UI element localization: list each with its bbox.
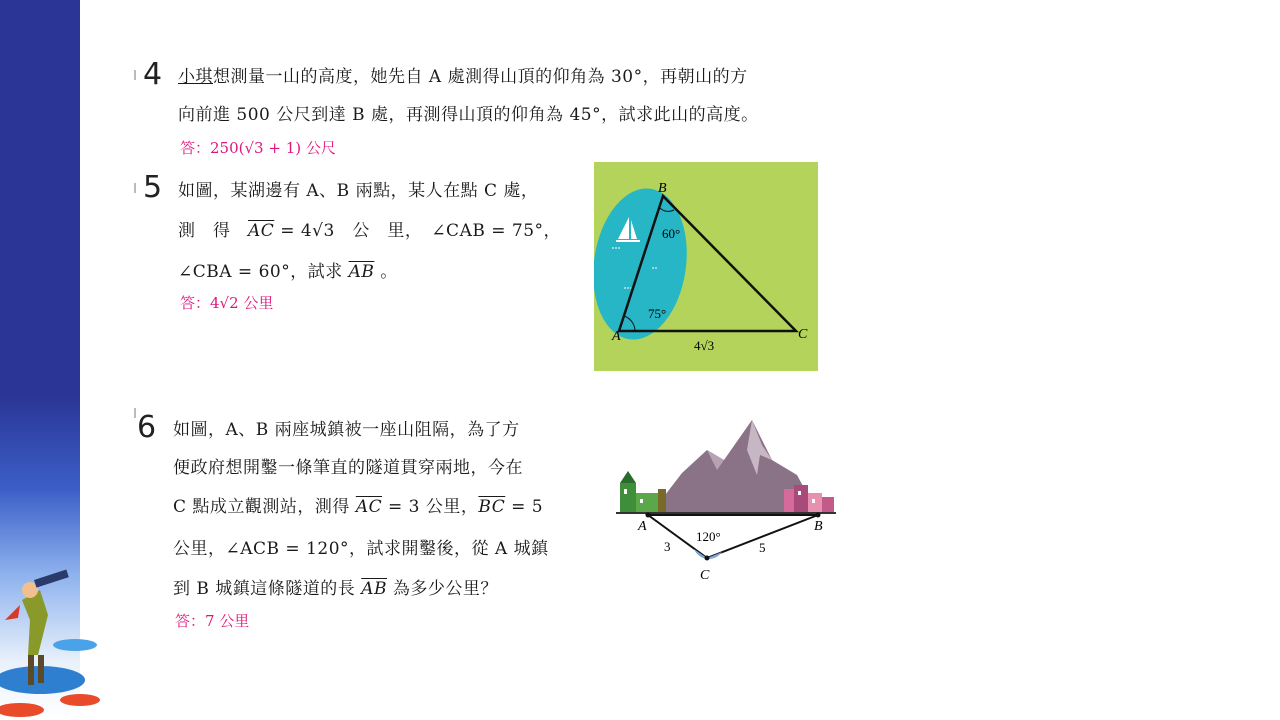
q5-line2-prefix: 測 得: [178, 221, 248, 241]
q5-label-b: B: [658, 181, 667, 196]
q5-angle-b-label: 60°: [662, 226, 681, 241]
q6-margin-mark: [134, 408, 136, 418]
q6-label-b: B: [814, 519, 823, 534]
q6-line4: 公里，∠ACB = 120°，試求開鑿後，從 A 城鎮: [173, 539, 549, 559]
q5-lake-triangle-figure: [594, 162, 818, 371]
q5-line3-suffix: 。: [374, 262, 398, 282]
q5-line3-prefix: ∠CBA = 60°，試求: [178, 262, 349, 282]
q5-line3: [178, 262, 398, 282]
q5-label-a: A: [612, 329, 621, 344]
q4-name: 小琪: [178, 67, 213, 87]
q6-line5-b: 為多少公里？: [387, 579, 498, 599]
q6-mountain-tunnel-figure: [612, 415, 840, 585]
q4-number: 4: [143, 57, 163, 92]
town-a-icon: [620, 471, 666, 513]
q6-line3-c: = 5: [505, 497, 544, 517]
q4-line2: 向前進 500 公尺到達 B 處，再測得山頂的仰角為 45°，試求此山的高度。: [178, 105, 759, 125]
q5-line2: [178, 221, 561, 241]
q6-line1: 如圖，A、B 兩座城鎮被一座山阻隔，為了方: [173, 420, 520, 440]
q5-line2-mid: = 4√3 公 里， ∠CAB = 75°，: [274, 221, 562, 241]
q6-angle-c-label: 120°: [696, 529, 721, 544]
q6-segment-ab: $\overline{AB}$: [361, 579, 387, 599]
q5-segment-ab: $\overline{AB}$: [348, 262, 375, 282]
q6-line5-a: 到 B 城鎮這條隧道的長: [173, 579, 362, 599]
telescope-man-illustration: [0, 560, 110, 720]
q5-label-c: C: [798, 327, 808, 342]
q6-line3-a: C 點成立觀測站，測得: [173, 497, 356, 517]
q6-label-a: A: [638, 519, 647, 534]
q6-side-ac-label: 3: [664, 539, 671, 554]
q4-answer: 答：250(√3 + 1) 公尺: [180, 139, 336, 157]
q5-side-ac-label: 4√3: [694, 338, 715, 353]
q6-side-bc-label: 5: [759, 540, 766, 555]
q6-answer: 答：7 公里: [175, 612, 250, 630]
q6-line2: 便政府想開鑿一條筆直的隧道貫穿兩地，今在: [173, 458, 523, 478]
q6-line5: [173, 579, 498, 599]
q6-segment-ac: $\overline{AC}$: [355, 497, 383, 517]
q5-margin-mark: [134, 183, 136, 193]
q5-line1: 如圖，某湖邊有 A、B 兩點，某人在點 C 處，: [178, 181, 539, 201]
q6-line3: [173, 497, 543, 517]
q4-line1-rest: 想測量一山的高度，她先自 A 處測得山頂的仰角為 30°，再朝山的方: [213, 67, 748, 87]
q5-answer: 答：4√2 公里: [180, 294, 274, 312]
q6-line3-b: = 3 公里，: [382, 497, 479, 517]
q5-angle-a-label: 75°: [648, 306, 667, 321]
triangle-acb: [648, 515, 818, 558]
q6-segment-bc: $\overline{BC}$: [478, 497, 506, 517]
town-b-icon: [784, 485, 834, 513]
q6-label-c: C: [700, 568, 710, 583]
q4-margin-mark: [134, 70, 136, 80]
q5-segment-ac: $\overline{AC}$: [248, 221, 275, 241]
q5-number: 5: [143, 170, 163, 205]
q4-line1: [178, 67, 748, 87]
q6-number: 6: [137, 410, 157, 445]
